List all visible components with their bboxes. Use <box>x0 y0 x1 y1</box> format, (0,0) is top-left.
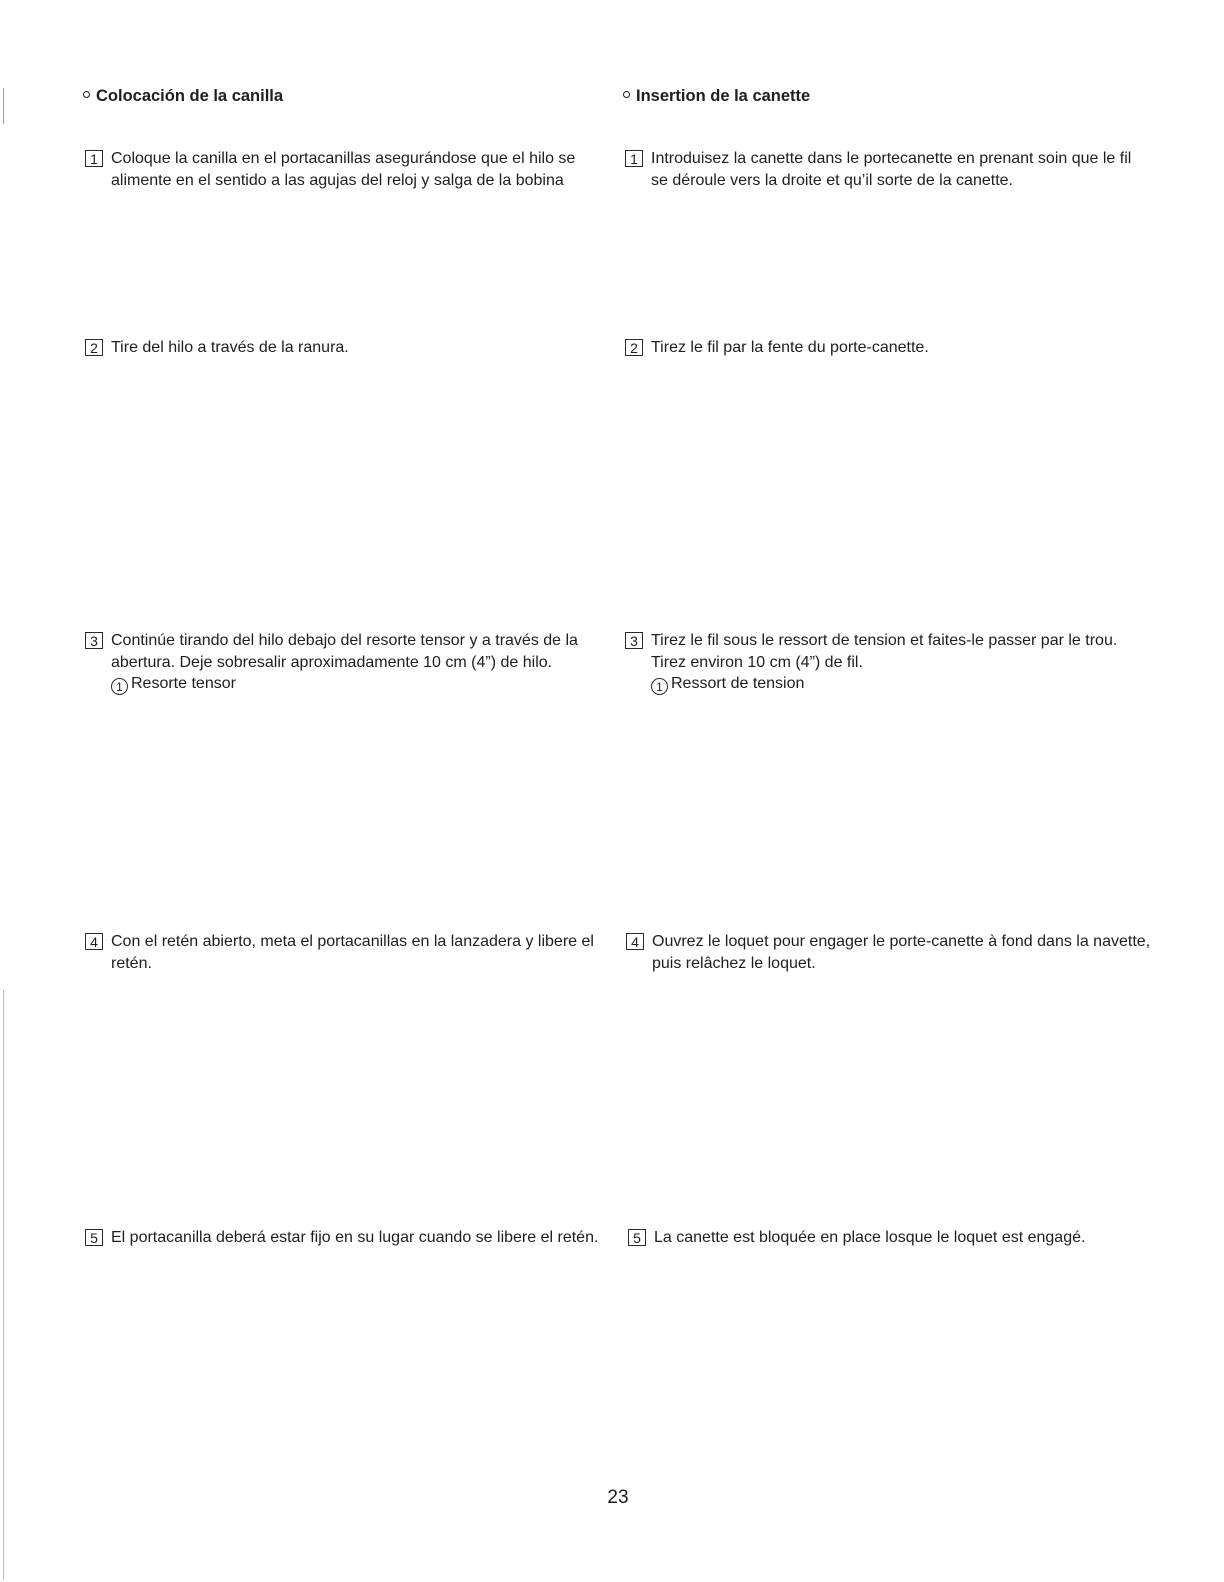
step-number-box: 4 <box>85 933 103 950</box>
callout-ressort-de-tension <box>651 673 1145 695</box>
step-number-box: 3 <box>85 632 103 649</box>
french-step-5 <box>628 1227 1188 1249</box>
step-text: Tirez le fil sous le ressort de tension et faites-le passer par le trou. Tirez environ 10 cm (4”) de fil. <box>651 632 1118 671</box>
spanish-step-4 <box>85 931 595 974</box>
step-text: Introduisez la canette dans le portecanette en prenant soin que le fil se déroule vers la droite et qu’il sorte de la canette. <box>651 150 1132 189</box>
step-number-box: 2 <box>625 339 643 356</box>
step-number-box: 5 <box>85 1229 103 1246</box>
spanish-step-2 <box>85 337 605 359</box>
bullet-icon <box>83 91 90 98</box>
callout-number-circle: 1 <box>651 678 668 695</box>
step-text: Coloque la canilla en el portacanillas asegurándose que el hilo se alimente en el sentido a las agujas del reloj y salga de la bobina <box>111 150 576 189</box>
french-step-4 <box>626 931 1156 974</box>
spanish-step-1 <box>85 148 585 191</box>
step-number-box: 5 <box>628 1229 646 1246</box>
callout-resorte-tensor <box>111 673 595 695</box>
french-heading-text: Insertion de la canette <box>636 87 811 105</box>
bullet-icon <box>623 91 630 98</box>
callout-label: Resorte tensor <box>131 675 236 692</box>
french-step-2 <box>625 337 1145 359</box>
spanish-section-heading <box>83 86 283 106</box>
step-number-box: 3 <box>625 632 643 649</box>
callout-number-circle: 1 <box>111 678 128 695</box>
step-text: Tire del hilo a través de la ranura. <box>111 339 349 356</box>
spanish-step-3 <box>85 630 595 695</box>
step-number-box: 2 <box>85 339 103 356</box>
step-number-box: 4 <box>626 933 644 950</box>
french-step-3 <box>625 630 1145 695</box>
callout-label: Ressort de tension <box>671 675 805 692</box>
step-text: Ouvrez le loquet pour engager le porte-canette à fond dans la navette, puis relâchez le loquet. <box>652 933 1151 972</box>
step-text: Con el retén abierto, meta el portacanillas en la lanzadera y libere el retén. <box>111 933 594 972</box>
step-number-box: 1 <box>625 150 643 167</box>
step-text: Tirez le fil par la fente du porte-canette. <box>651 339 929 356</box>
spanish-step-5 <box>85 1227 615 1249</box>
french-section-heading <box>623 86 810 106</box>
spanish-heading-text: Colocación de la canilla <box>96 87 284 105</box>
step-text: La canette est bloquée en place losque le loquet est engagé. <box>654 1229 1086 1246</box>
scan-edge-line-top <box>3 88 4 124</box>
french-step-1 <box>625 148 1145 191</box>
page-number: 23 <box>607 1487 629 1508</box>
step-number-box: 1 <box>85 150 103 167</box>
step-text: Continúe tirando del hilo debajo del resorte tensor y a través de la abertura. Deje sobresalir aproximadamente 10 cm (4”) de hilo. <box>111 632 578 671</box>
step-text: El portacanilla deberá estar fijo en su lugar cuando se libere el retén. <box>111 1229 599 1246</box>
